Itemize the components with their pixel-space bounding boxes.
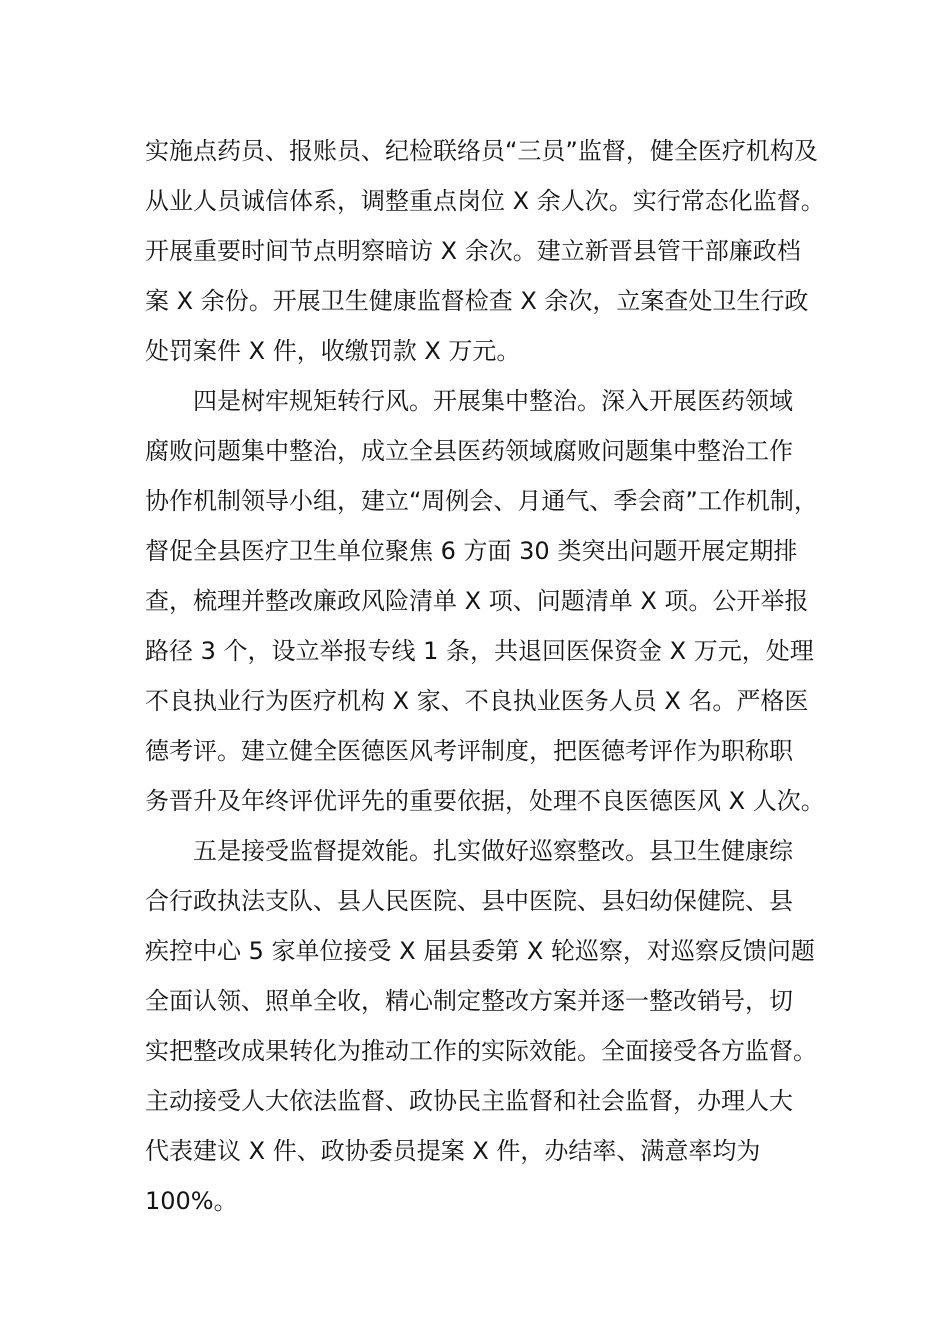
text-line: 查，梳理并整改廉政风险清单 X 项、问题清单 X 项。公开举报 [145, 587, 809, 615]
text-line: 实施点药员、报账员、纪检联络员“三员”监督，健全医疗机构及 [145, 137, 818, 165]
text-line: 德考评。建立健全医德医风考评制度，把医德考评作为职称职 [145, 737, 793, 765]
text-line: 务晋升及年终评优评先的重要依据，处理不良医德医风 X 人次。 [145, 787, 825, 815]
text-line: 代表建议 X 件、政协委员提案 X 件，办结率、满意率均为 [145, 1137, 761, 1165]
text-line: 腐败问题集中整治，成立全县医药领域腐败问题集中整治工作 [145, 437, 793, 465]
text-line: 督促全县医疗卫生单位聚焦 6 方面 30 类突出问题开展定期排 [145, 537, 798, 565]
text-line: 100%。 [145, 1187, 238, 1215]
text-line: 实把整改成果转化为推动工作的实际效能。全面接受各方监督。 [145, 1037, 817, 1065]
text-line: 处罚案件 X 件，收缴罚款 X 万元。 [145, 337, 521, 365]
text-line: 全面认领、照单全收，精心制定整改方案并逐一整改销号，切 [145, 987, 793, 1015]
text-line: 协作机制领导小组，建立“周例会、月通气、季会商”工作机制， [145, 487, 818, 515]
text-line: 主动接受人大依法监督、政协民主监督和社会监督，办理人大 [145, 1087, 793, 1115]
text-line: 合行政执法支队、县人民医院、县中医院、县妇幼保健院、县 [145, 887, 793, 915]
text-line: 开展重要时间节点明察暗访 X 余次。建立新晋县管干部廉政档 [145, 237, 801, 265]
paragraph-start-line: 五是接受监督提效能。扎实做好巡察整改。县卫生健康综 [193, 837, 793, 865]
paragraph-start-line: 四是树牢规矩转行风。开展集中整治。深入开展医药领域 [193, 387, 793, 415]
text-line: 疾控中心 5 家单位接受 X 届县委第 X 轮巡察，对巡察反馈问题 [145, 937, 815, 965]
text-line: 路径 3 个，设立举报专线 1 条，共退回医保资金 X 万元，处理 [145, 637, 814, 665]
text-line: 从业人员诚信体系，调整重点岗位 X 余人次。实行常态化监督。 [145, 187, 825, 215]
text-line: 不良执业行为医疗机构 X 家、不良执业医务人员 X 名。严格医 [145, 687, 809, 715]
text-line: 案 X 余份。开展卫生健康监督检查 X 余次，立案查处卫生行政 [145, 287, 809, 315]
